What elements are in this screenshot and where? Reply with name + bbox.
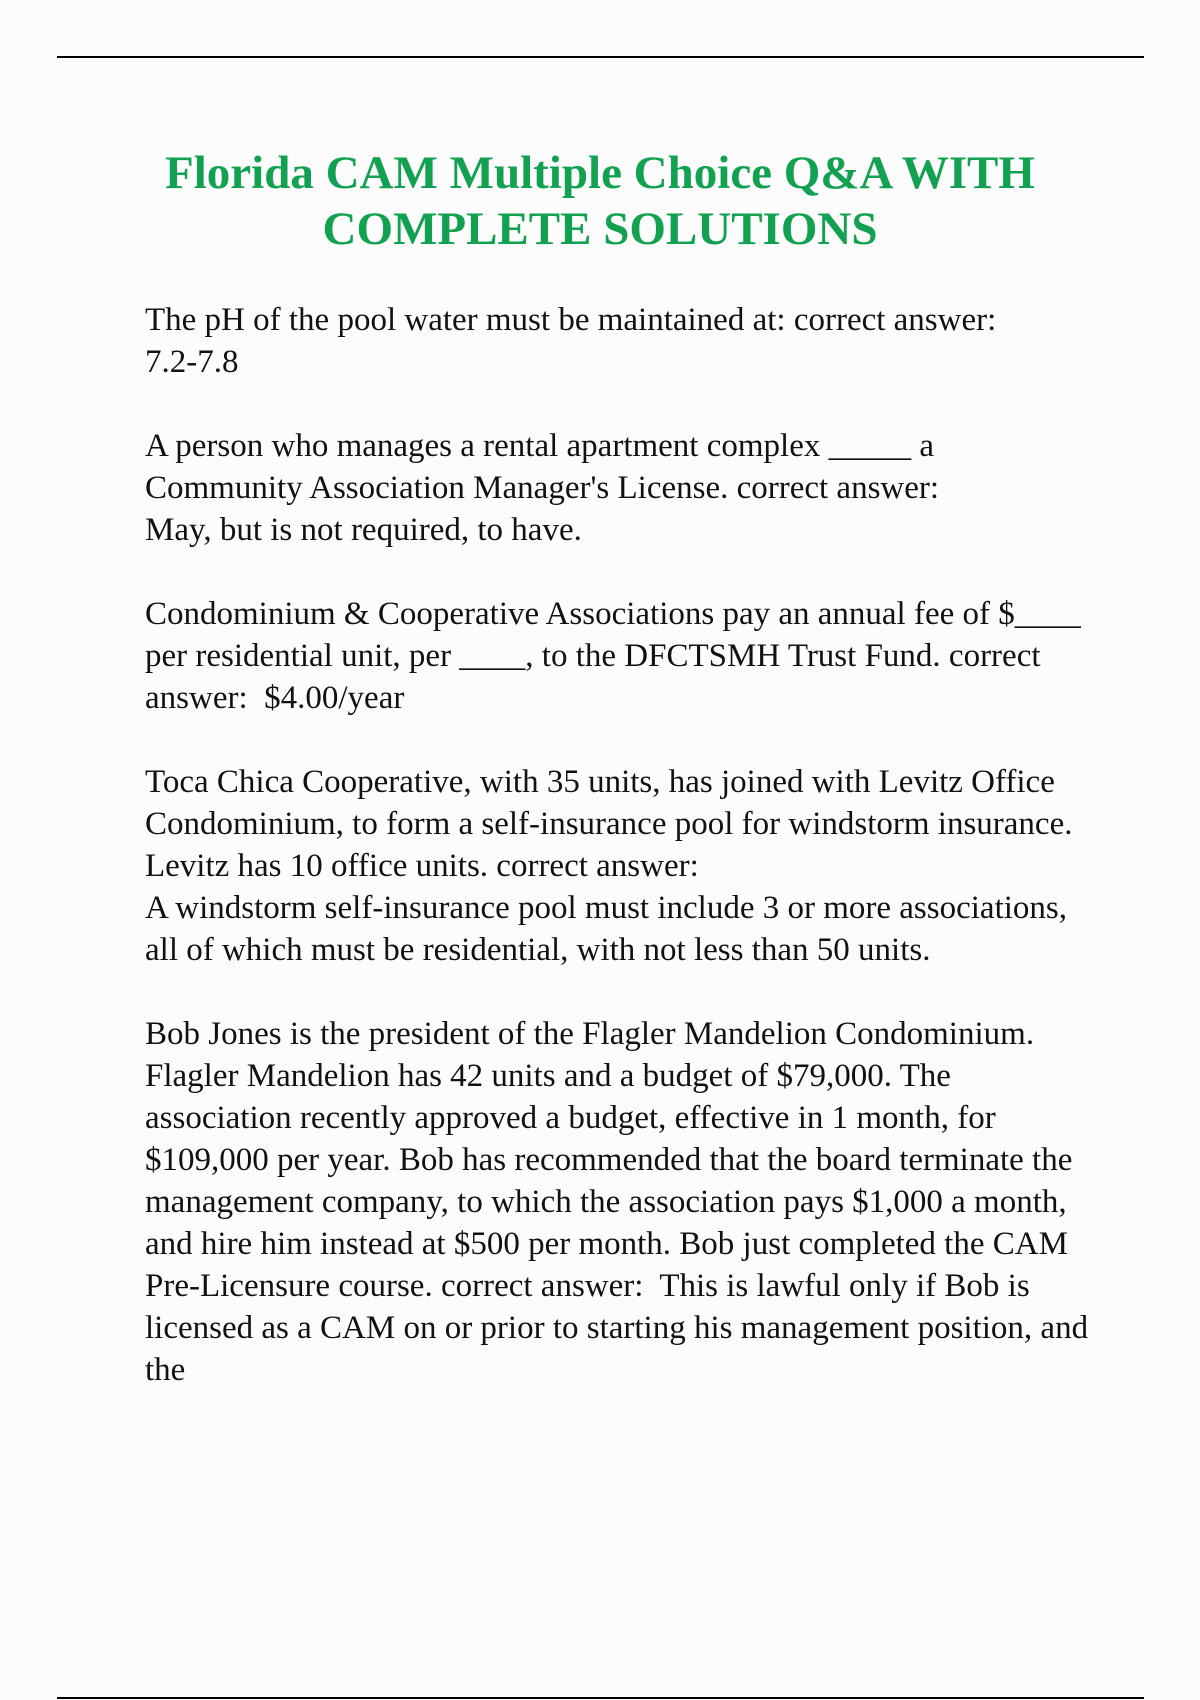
answer-text: This is lawful only if Bob is licensed as a CAM on or prior to starting his management position, and the bbox=[145, 1268, 1097, 1388]
title-line-2: COMPLETE SOLUTIONS bbox=[322, 203, 878, 255]
header-rule bbox=[57, 56, 1144, 58]
question-text: Condominium & Cooperative Associations pay an annual fee of $____ per residential unit, per ____, to the DFCTSMH Trust Fund. correct answer: bbox=[145, 596, 1089, 716]
question-text: A person who manages a rental apartment complex _____ a Community Association Manager's License. correct answer: bbox=[145, 428, 943, 506]
qa-item bbox=[145, 593, 1095, 719]
footer-rule bbox=[57, 1697, 1144, 1699]
answer-text: $4.00/year bbox=[255, 680, 405, 716]
question-text: The pH of the pool water must be maintained at: correct answer: bbox=[145, 302, 997, 338]
qa-item bbox=[145, 761, 1095, 971]
answer-text: A windstorm self-insurance pool must include 3 or more associations, all of which must be residential, with not less than 50 units. bbox=[145, 890, 1076, 968]
answer-text: May, but is not required, to have. bbox=[145, 512, 582, 548]
qa-item bbox=[145, 299, 1095, 383]
question-text: Toca Chica Cooperative, with 35 units, has joined with Levitz Office Condominium, to form a self-insurance pool for windstorm insurance. Levitz has 10 office units. correct answer: bbox=[145, 764, 1081, 884]
qa-list bbox=[145, 299, 1095, 1433]
title-line-1: Florida CAM Multiple Choice Q&A WITH bbox=[165, 147, 1035, 199]
qa-item bbox=[145, 425, 1095, 551]
document-title bbox=[100, 145, 1100, 257]
question-text: Bob Jones is the president of the Flagler Mandelion Condominium. Flagler Mandelion has 42 units and a budget of $79,000. The association recently approved a budget, effective in 1 month, for $109,000 per year. Bob has recommended that the board terminate the management company, to which the association pays $1,000 a month, and hire him instead at $500 per month. Bob just completed the CAM Pre-Licensure course. correct answer: bbox=[145, 1016, 1081, 1304]
answer-text: 7.2-7.8 bbox=[145, 344, 239, 380]
qa-item bbox=[145, 1013, 1095, 1391]
